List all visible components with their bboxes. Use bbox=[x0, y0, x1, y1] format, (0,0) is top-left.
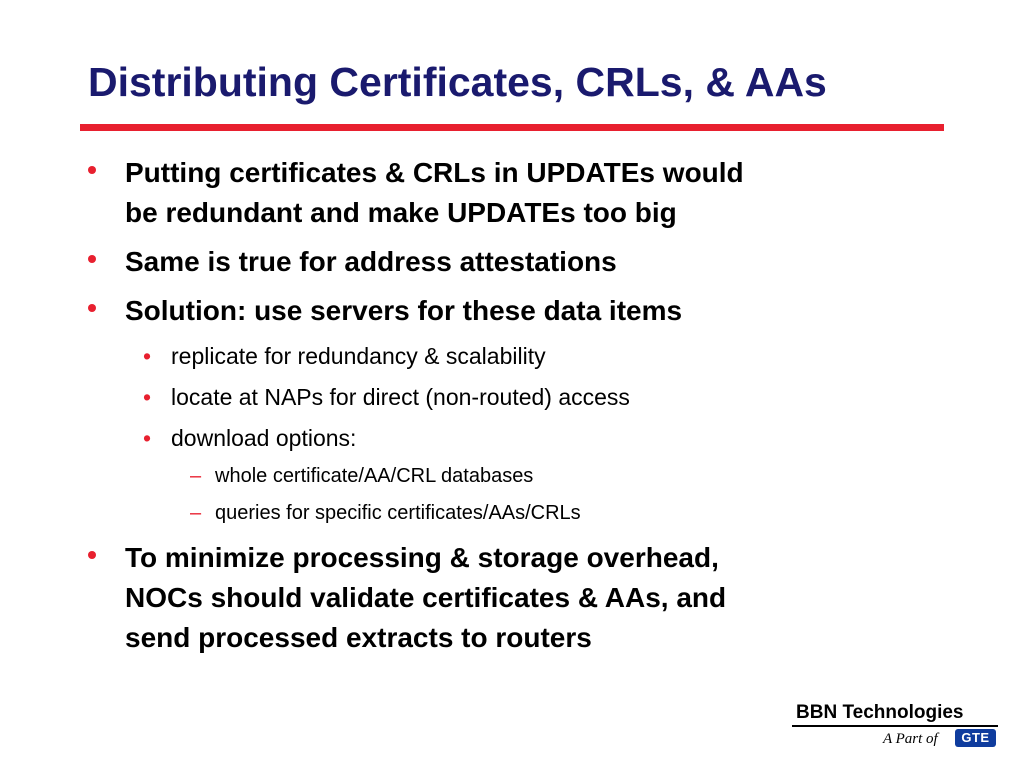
sub-sub-bullet-item bbox=[190, 500, 581, 526]
bullet-item bbox=[125, 242, 905, 282]
dash-icon: – bbox=[190, 465, 202, 487]
gte-logo: GTE bbox=[955, 729, 996, 747]
bullet-dot-icon bbox=[88, 551, 96, 559]
bullet-dot-icon bbox=[88, 166, 96, 174]
bullet-line: be redundant and make UPDATEs too big bbox=[125, 197, 677, 228]
sub-sub-bullet-item bbox=[190, 463, 534, 489]
bullet-dot-icon bbox=[88, 304, 96, 312]
bullet-item bbox=[125, 538, 905, 658]
sub-bullet-text: locate at NAPs for direct (non-routed) access bbox=[171, 384, 630, 410]
footer-brand: BBN Technologies bbox=[796, 702, 964, 723]
sub-sub-bullet-text: queries for specific certificates/AAs/CRLs bbox=[215, 502, 581, 524]
footer-tagline: A Part of bbox=[883, 731, 938, 747]
bullet-item bbox=[125, 153, 905, 233]
bullet-line: Same is true for address attestations bbox=[125, 246, 617, 277]
bullet-line: NOCs should validate certificates & AAs, and bbox=[125, 582, 727, 613]
sub-bullet-dot-icon: • bbox=[143, 425, 152, 451]
bullet-dot-icon bbox=[88, 255, 96, 263]
sub-bullet-item bbox=[143, 342, 546, 370]
footer-divider bbox=[792, 725, 998, 727]
sub-bullet-item bbox=[143, 424, 357, 452]
sub-bullet-text: replicate for redundancy & scalability bbox=[171, 343, 546, 369]
dash-icon: – bbox=[190, 502, 202, 524]
bullet-line: To minimize processing & storage overhead, bbox=[125, 542, 719, 573]
bullet-line: Solution: use servers for these data items bbox=[125, 295, 683, 326]
bullet-line: Putting certificates & CRLs in UPDATEs would bbox=[125, 157, 744, 188]
sub-bullet-text: download options: bbox=[171, 425, 357, 451]
sub-bullet-dot-icon: • bbox=[143, 384, 152, 410]
sub-bullet-dot-icon: • bbox=[143, 343, 152, 369]
bullet-item bbox=[125, 291, 905, 331]
slide-title: Distributing Certificates, CRLs, & AAs bbox=[88, 59, 827, 105]
sub-sub-bullet-text: whole certificate/AA/CRL databases bbox=[215, 465, 534, 487]
bullet-line: send processed extracts to routers bbox=[125, 622, 592, 653]
sub-bullet-item bbox=[143, 383, 630, 411]
